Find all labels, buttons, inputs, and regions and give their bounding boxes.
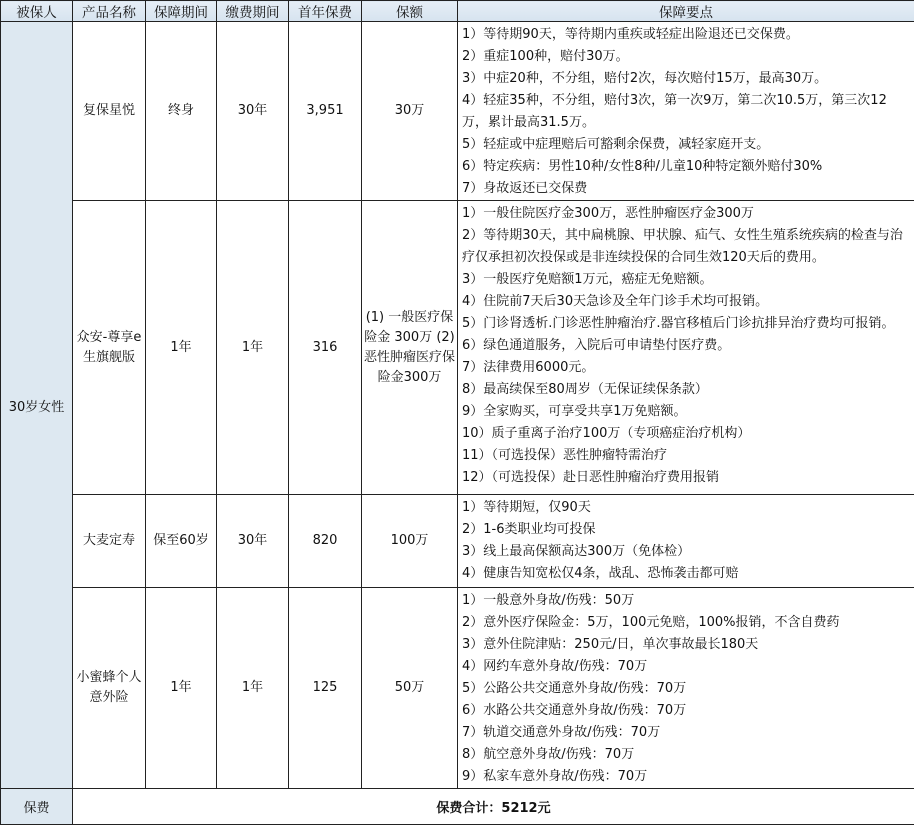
product-name: 复保星悦 bbox=[73, 22, 146, 201]
key-point-item: 4）住院前7天后30天急诊及全年门诊手术均可报销。 bbox=[462, 294, 769, 309]
coverage-period: 保至60岁 bbox=[146, 495, 217, 588]
table-row bbox=[1, 201, 914, 495]
table-row bbox=[1, 588, 914, 789]
header-coverage-period: 保障期间 bbox=[146, 1, 217, 22]
footer-row bbox=[1, 789, 914, 825]
key-point-item: 1）等待期90天，等待期内重疾或轻症出险退还已交保费。 bbox=[462, 27, 799, 42]
key-point-item: 1）等待期短，仅90天 bbox=[462, 500, 591, 515]
table-row bbox=[1, 22, 914, 201]
key-point-item: 11）（可选投保）恶性肿瘤特需治疗 bbox=[462, 448, 668, 463]
key-points-cell bbox=[458, 495, 914, 588]
key-point-item: 12）（可选投保）赴日恶性肿瘤治疗费用报销 bbox=[462, 470, 720, 485]
key-point-item: 7）法律费用6000元。 bbox=[462, 360, 595, 375]
sum-insured: 50万 bbox=[362, 588, 458, 789]
coverage-period: 终身 bbox=[146, 22, 217, 201]
key-point-item: 9）全家购买，可享受共享1万免赔额。 bbox=[462, 404, 687, 419]
key-point-item: 7）身故返还已交保费 bbox=[462, 181, 588, 196]
header-row bbox=[1, 1, 914, 22]
first-year-premium: 820 bbox=[289, 495, 362, 588]
header-first-year-premium: 首年保费 bbox=[289, 1, 362, 22]
insured-cell: 30岁女性 bbox=[1, 22, 73, 789]
header-insured: 被保人 bbox=[1, 1, 73, 22]
product-name: 众安-尊享e生旗舰版 bbox=[73, 201, 146, 495]
payment-period: 30年 bbox=[217, 495, 289, 588]
key-point-item: 5）门诊肾透析.门诊恶性肿瘤治疗.器官移植后门诊抗排异治疗费均可报销。 bbox=[462, 316, 895, 331]
header-payment-period: 缴费期间 bbox=[217, 1, 289, 22]
key-point-item: 6）水路公共交通意外身故/伤残：70万 bbox=[462, 703, 687, 718]
key-point-item: 4）健康告知宽松仅4条，战乱、恐怖袭击都可赔 bbox=[462, 566, 739, 581]
footer-label: 保费 bbox=[1, 789, 73, 825]
sum-insured: 100万 bbox=[362, 495, 458, 588]
key-point-item: 2）意外医疗保险金：5万，100元免赔，100%报销，不含自费药 bbox=[462, 615, 840, 630]
header-key-points: 保障要点 bbox=[458, 1, 914, 22]
key-point-item: 9）私家车意外身故/伤残：70万 bbox=[462, 769, 648, 784]
key-points-cell bbox=[458, 588, 914, 789]
payment-period: 1年 bbox=[217, 201, 289, 495]
key-point-item: 1）一般意外身故/伤残：50万 bbox=[462, 593, 635, 608]
key-points-cell bbox=[458, 22, 914, 201]
key-point-item: 4）轻症35种，不分组，赔付3次，第一次9万，第二次10.5万，第三次12万，累计最高31.5万。 bbox=[462, 93, 887, 130]
key-point-item: 2）重症100种，赔付30万。 bbox=[462, 49, 629, 64]
key-point-item: 3）意外住院津贴：250元/日，单次事故最长180天 bbox=[462, 637, 759, 652]
key-points-cell bbox=[458, 201, 914, 495]
key-point-item: 6）绿色通道服务，入院后可申请垫付医疗费。 bbox=[462, 338, 731, 353]
first-year-premium: 125 bbox=[289, 588, 362, 789]
first-year-premium: 316 bbox=[289, 201, 362, 495]
key-point-item: 7）轨道交通意外身故/伤残：70万 bbox=[462, 725, 661, 740]
payment-period: 30年 bbox=[217, 22, 289, 201]
key-point-item: 4）网约车意外身故/伤残：70万 bbox=[462, 659, 648, 674]
key-point-item: 1）一般住院医疗金300万，恶性肿瘤医疗金300万 bbox=[462, 206, 754, 221]
coverage-period: 1年 bbox=[146, 588, 217, 789]
sum-insured: (1) 一般医疗保险金 300万 (2)恶性肿瘤医疗保险金300万 bbox=[362, 201, 458, 495]
key-point-item: 5）公路公共交通意外身故/伤残：70万 bbox=[462, 681, 687, 696]
product-name: 小蜜蜂个人意外险 bbox=[73, 588, 146, 789]
key-point-item: 8）最高续保至80周岁（无保证续保条款） bbox=[462, 382, 708, 397]
key-point-item: 3）中症20种，不分组，赔付2次，每次赔付15万，最高30万。 bbox=[462, 71, 828, 86]
payment-period: 1年 bbox=[217, 588, 289, 789]
header-product-name: 产品名称 bbox=[73, 1, 146, 22]
premium-total: 保费合计：5212元 bbox=[73, 789, 914, 825]
key-point-item: 2）1-6类职业均可投保 bbox=[462, 522, 596, 537]
first-year-premium: 3,951 bbox=[289, 22, 362, 201]
sum-insured: 30万 bbox=[362, 22, 458, 201]
key-point-item: 3）一般医疗免赔额1万元，癌症无免赔额。 bbox=[462, 272, 713, 287]
coverage-period: 1年 bbox=[146, 201, 217, 495]
product-name: 大麦定寿 bbox=[73, 495, 146, 588]
table-row bbox=[1, 495, 914, 588]
key-point-item: 2）等待期30天，其中扁桃腺、甲状腺、疝气、女性生殖系统疾病的检查与治疗仅承担初次投保或是非连续投保的合同生效120天后的费用。 bbox=[462, 228, 903, 265]
key-point-item: 5）轻症或中症理赔后可豁剩余保费，减轻家庭开支。 bbox=[462, 137, 770, 152]
header-sum-insured: 保额 bbox=[362, 1, 458, 22]
key-point-item: 10）质子重离子治疗100万（专项癌症治疗机构） bbox=[462, 426, 751, 441]
key-point-item: 6）特定疾病：男性10种/女性8种/儿童10种特定额外赔付30% bbox=[462, 159, 823, 174]
key-point-item: 8）航空意外身故/伤残：70万 bbox=[462, 747, 635, 762]
key-point-item: 3）线上最高保额高达300万（免体检） bbox=[462, 544, 691, 559]
